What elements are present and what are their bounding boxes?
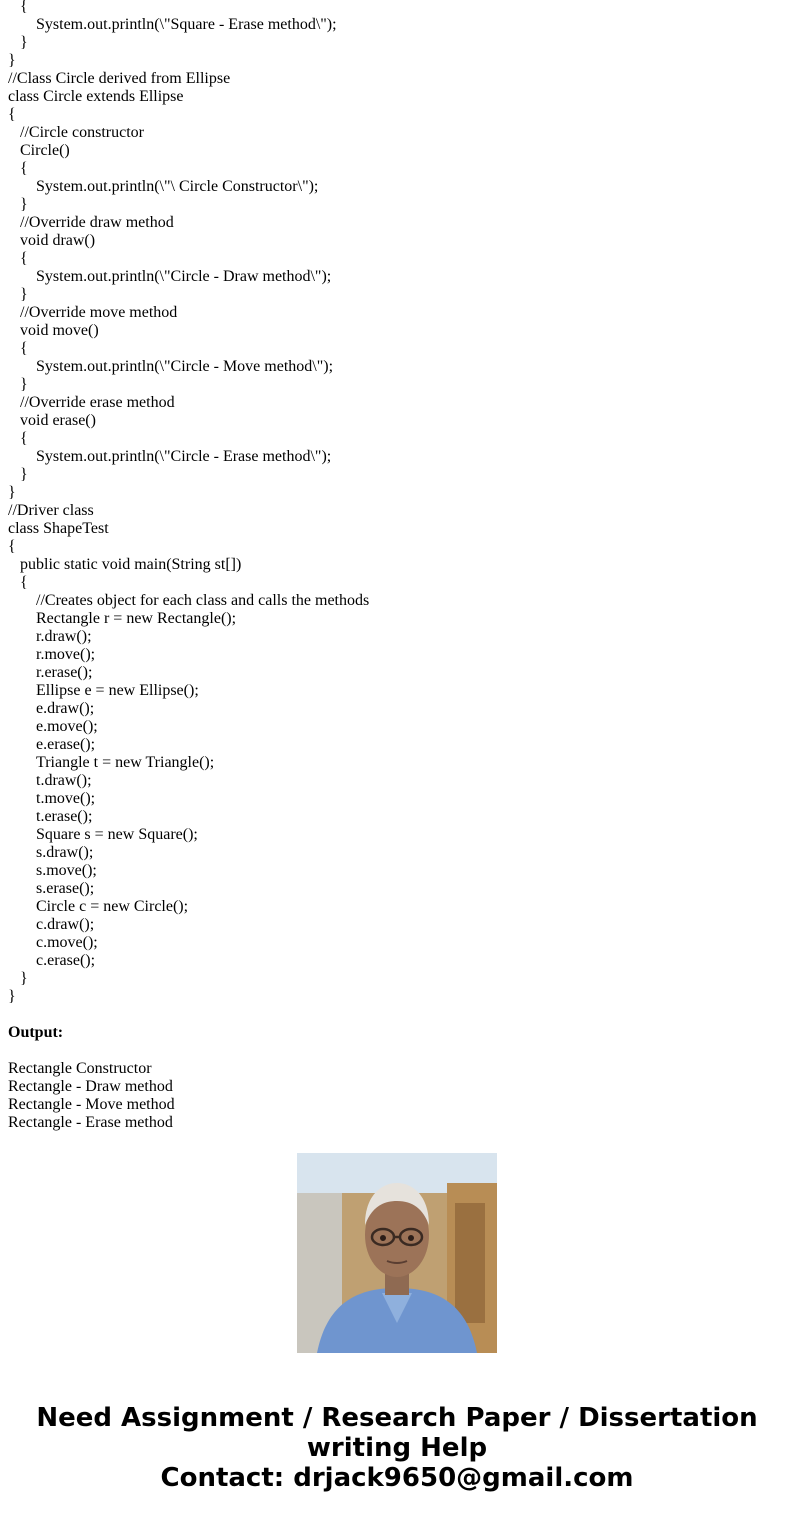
code-line: { [20, 0, 28, 15]
code-line: Circle c = new Circle(); [36, 898, 189, 915]
code-line: } [20, 970, 28, 987]
code-line: //Circle constructor [20, 124, 144, 141]
promo-contact-line: Contact: drjack9650@gmail.com [160, 1463, 634, 1493]
code-line: } [20, 196, 28, 213]
code-line: System.out.println(\"\ Circle Constructor\"); [36, 178, 319, 195]
code-line: s.draw(); [36, 844, 94, 861]
code-line: System.out.println(\"Square - Erase method\"); [36, 16, 337, 33]
code-line: e.move(); [36, 718, 98, 735]
code-line: System.out.println(\"Circle - Draw method\"); [36, 268, 332, 285]
code-line: Circle() [20, 142, 70, 159]
code-line: { [8, 106, 16, 123]
code-line: s.erase(); [36, 880, 95, 897]
code-line: } [20, 376, 28, 393]
code-line: { [20, 340, 28, 357]
code-line: t.draw(); [36, 772, 92, 789]
code-line: Ellipse e = new Ellipse(); [36, 682, 199, 699]
code-line: Square s = new Square(); [36, 826, 198, 843]
code-line: t.erase(); [36, 808, 93, 825]
code-line: class Circle extends Ellipse [8, 88, 184, 105]
code-line: void erase() [20, 412, 96, 429]
code-line: void move() [20, 322, 99, 339]
code-line: public static void main(String st[]) [20, 556, 242, 573]
code-line: } [20, 466, 28, 483]
code-line: } [20, 34, 28, 51]
code-line: //Override move method [20, 304, 178, 321]
code-line: } [8, 52, 16, 69]
blank-line [0, 1042, 794, 1060]
blank-line [0, 1006, 794, 1024]
code-line: //Driver class [8, 502, 94, 519]
code-line: //Creates object for each class and calls the methods [36, 592, 370, 609]
code-line: r.erase(); [36, 664, 93, 681]
promo-line-1: Need Assignment / Research Paper / Dissertation [36, 1403, 758, 1433]
code-line: { [8, 538, 16, 555]
code-line: } [8, 484, 16, 501]
code-line: r.move(); [36, 646, 96, 663]
code-line: r.draw(); [36, 628, 92, 645]
code-line: void draw() [20, 232, 96, 249]
code-line: c.erase(); [36, 952, 96, 969]
code-line: //Override draw method [20, 214, 174, 231]
code-line: class ShapeTest [8, 520, 109, 537]
promo-line-2: writing Help [306, 1433, 488, 1463]
code-line: e.draw(); [36, 700, 95, 717]
code-line: Triangle t = new Triangle(); [36, 754, 215, 771]
code-line: c.draw(); [36, 916, 95, 933]
code-line: //Class Circle derived from Ellipse [8, 70, 231, 87]
code-line: { [20, 574, 28, 591]
code-line: { [20, 250, 28, 267]
output-label: Output: [8, 1024, 64, 1041]
code-line: System.out.println(\"Circle - Move method\"); [36, 358, 334, 375]
code-line: } [20, 286, 28, 303]
code-line: s.move(); [36, 862, 97, 879]
output-line: Rectangle Constructor [8, 1060, 152, 1077]
author-avatar [297, 1153, 497, 1353]
output-block [0, 1060, 794, 1132]
code-line: } [8, 988, 16, 1005]
output-line: Rectangle - Erase method [8, 1114, 173, 1131]
code-line: t.move(); [36, 790, 96, 807]
code-line: { [20, 160, 28, 177]
code-line: Rectangle r = new Rectangle(); [36, 610, 237, 627]
code-line: { [20, 430, 28, 447]
code-line: System.out.println(\"Circle - Erase method\"); [36, 448, 332, 465]
output-line: Rectangle - Draw method [8, 1078, 173, 1095]
code-line: e.erase(); [36, 736, 96, 753]
promo-banner [0, 1403, 794, 1493]
code-line: //Override erase method [20, 394, 175, 411]
output-line: Rectangle - Move method [8, 1096, 175, 1113]
code-line: c.move(); [36, 934, 98, 951]
